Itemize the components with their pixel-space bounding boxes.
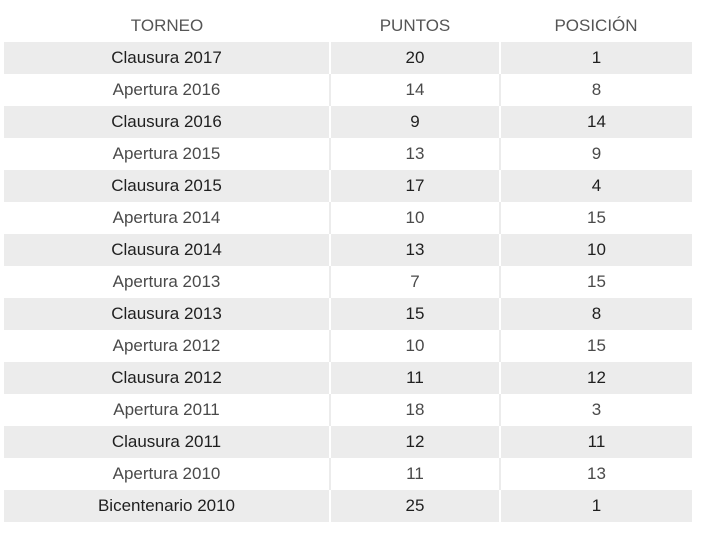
cell-torneo: Clausura 2012 — [4, 362, 330, 394]
cell-torneo: Apertura 2011 — [4, 394, 330, 426]
cell-puntos: 11 — [330, 458, 500, 490]
cell-puntos: 14 — [330, 74, 500, 106]
table-row — [4, 42, 692, 74]
cell-posicion: 8 — [500, 74, 692, 106]
cell-posicion: 14 — [500, 106, 692, 138]
table-row — [4, 426, 692, 458]
cell-posicion: 15 — [500, 330, 692, 362]
table-row — [4, 394, 692, 426]
cell-puntos: 12 — [330, 426, 500, 458]
cell-torneo: Clausura 2015 — [4, 170, 330, 202]
cell-puntos: 13 — [330, 234, 500, 266]
cell-torneo: Apertura 2013 — [4, 266, 330, 298]
cell-puntos: 15 — [330, 298, 500, 330]
table-row — [4, 266, 692, 298]
cell-posicion: 1 — [500, 490, 692, 522]
standings-table — [4, 10, 692, 522]
cell-posicion: 1 — [500, 42, 692, 74]
table-row — [4, 234, 692, 266]
table-row — [4, 170, 692, 202]
cell-puntos: 25 — [330, 490, 500, 522]
cell-torneo: Clausura 2017 — [4, 42, 330, 74]
cell-posicion: 9 — [500, 138, 692, 170]
cell-torneo: Apertura 2010 — [4, 458, 330, 490]
cell-torneo: Clausura 2013 — [4, 298, 330, 330]
cell-puntos: 9 — [330, 106, 500, 138]
cell-torneo: Apertura 2015 — [4, 138, 330, 170]
cell-puntos: 20 — [330, 42, 500, 74]
cell-posicion: 4 — [500, 170, 692, 202]
cell-torneo: Apertura 2014 — [4, 202, 330, 234]
cell-torneo: Clausura 2016 — [4, 106, 330, 138]
cell-torneo: Clausura 2011 — [4, 426, 330, 458]
table-row — [4, 362, 692, 394]
standings-table-container — [4, 10, 692, 522]
table-row — [4, 106, 692, 138]
cell-puntos: 7 — [330, 266, 500, 298]
table-row — [4, 490, 692, 522]
cell-posicion: 10 — [500, 234, 692, 266]
cell-torneo: Apertura 2016 — [4, 74, 330, 106]
table-row — [4, 138, 692, 170]
table-row — [4, 202, 692, 234]
cell-torneo: Apertura 2012 — [4, 330, 330, 362]
cell-posicion: 12 — [500, 362, 692, 394]
cell-posicion: 3 — [500, 394, 692, 426]
cell-posicion: 13 — [500, 458, 692, 490]
cell-puntos: 17 — [330, 170, 500, 202]
table-body — [4, 42, 692, 522]
header-posicion: POSICIÓN — [554, 16, 638, 35]
cell-posicion: 15 — [500, 202, 692, 234]
cell-puntos: 11 — [330, 362, 500, 394]
cell-puntos: 10 — [330, 330, 500, 362]
cell-posicion: 11 — [500, 426, 692, 458]
table-row — [4, 458, 692, 490]
cell-puntos: 18 — [330, 394, 500, 426]
header-torneo: TORNEO — [130, 16, 204, 35]
cell-puntos: 10 — [330, 202, 500, 234]
table-row — [4, 330, 692, 362]
cell-puntos: 13 — [330, 138, 500, 170]
cell-posicion: 15 — [500, 266, 692, 298]
table-row — [4, 74, 692, 106]
header-puntos: PUNTOS — [379, 16, 451, 35]
cell-torneo: Bicentenario 2010 — [4, 490, 330, 522]
cell-torneo: Clausura 2014 — [4, 234, 330, 266]
cell-posicion: 8 — [500, 298, 692, 330]
table-row — [4, 298, 692, 330]
table-header-row — [4, 10, 692, 42]
